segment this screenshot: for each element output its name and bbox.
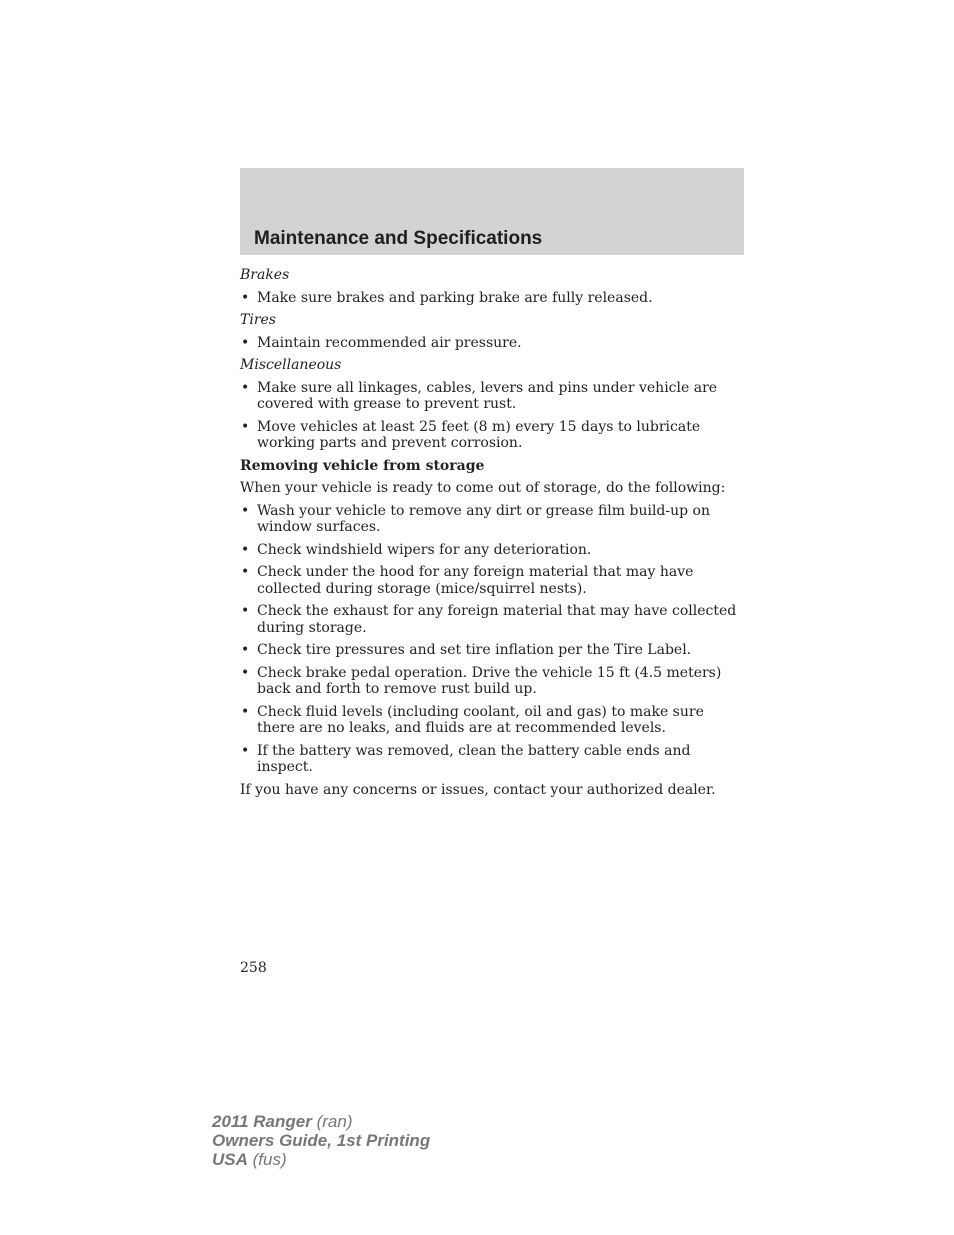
section-title: Maintenance and Specifications	[254, 228, 543, 249]
bullet-list-removing	[240, 503, 746, 776]
bullet-icon: •	[241, 603, 250, 619]
closing-paragraph: If you have any concerns or issues, contact your authorized dealer.	[240, 781, 716, 798]
list-item: • Check brake pedal operation. Drive the vehicle 15 ft (4.5 meters) back and forth to remove rust build up.	[241, 664, 722, 697]
bullet-icon: •	[241, 541, 250, 558]
bullet-icon: •	[241, 664, 250, 681]
bullet-list-brakes	[240, 290, 746, 307]
bullet-list-miscellaneous	[240, 380, 746, 452]
bullet-icon: •	[241, 379, 250, 396]
footer	[212, 1112, 430, 1169]
subheading-tires: Tires	[240, 312, 276, 328]
bullet-icon: •	[241, 564, 250, 580]
bullet-icon: •	[241, 334, 250, 351]
subheading-miscellaneous: Miscellaneous	[240, 357, 342, 373]
section-header-band	[240, 168, 744, 255]
bullet-icon: •	[241, 289, 250, 306]
subheading-brakes: Brakes	[240, 267, 290, 283]
list-item: • Wash your vehicle to remove any dirt or grease film build-up on window surfaces.	[241, 502, 710, 535]
list-item: • Check windshield wipers for any deterioration.	[241, 541, 592, 558]
intro-paragraph: When your vehicle is ready to come out of storage, do the following:	[240, 480, 726, 496]
page-content	[240, 267, 746, 804]
list-item: • If the battery was removed, clean the battery cable ends and inspect.	[241, 742, 691, 775]
bullet-icon: •	[241, 642, 250, 658]
bullet-list-tires	[240, 335, 746, 352]
list-item: • Move vehicles at least 25 feet (8 m) every 15 days to lubricate working parts and prevent corrosion.	[241, 418, 701, 451]
footer-line-model: 2011 Ranger (ran)	[212, 1112, 353, 1131]
bullet-icon: •	[241, 418, 250, 435]
bullet-icon: •	[241, 502, 250, 519]
page-number: 258	[240, 960, 267, 976]
list-item: • Make sure brakes and parking brake are fully released.	[241, 289, 653, 306]
list-item: • Check the exhaust for any foreign material that may have collected during storage.	[241, 603, 737, 636]
footer-line-guide: Owners Guide, 1st Printing	[212, 1131, 431, 1150]
list-item: • Check tire pressures and set tire inflation per the Tire Label.	[241, 642, 692, 658]
bullet-icon: •	[241, 742, 250, 759]
list-item: • Make sure all linkages, cables, levers and pins under vehicle are covered with grease to prevent rust.	[241, 379, 718, 412]
list-item: • Check under the hood for any foreign material that may have collected during storage (mice/squirrel nests).	[241, 564, 694, 597]
list-item: • Check fluid levels (including coolant, oil and gas) to make sure there are no leaks, and fluids are at recommended levels.	[241, 703, 704, 736]
bullet-icon: •	[241, 703, 250, 720]
list-item: • Maintain recommended air pressure.	[241, 334, 522, 351]
heading-removing-from-storage: Removing vehicle from storage	[240, 457, 485, 474]
footer-line-market: USA (fus)	[212, 1150, 287, 1169]
